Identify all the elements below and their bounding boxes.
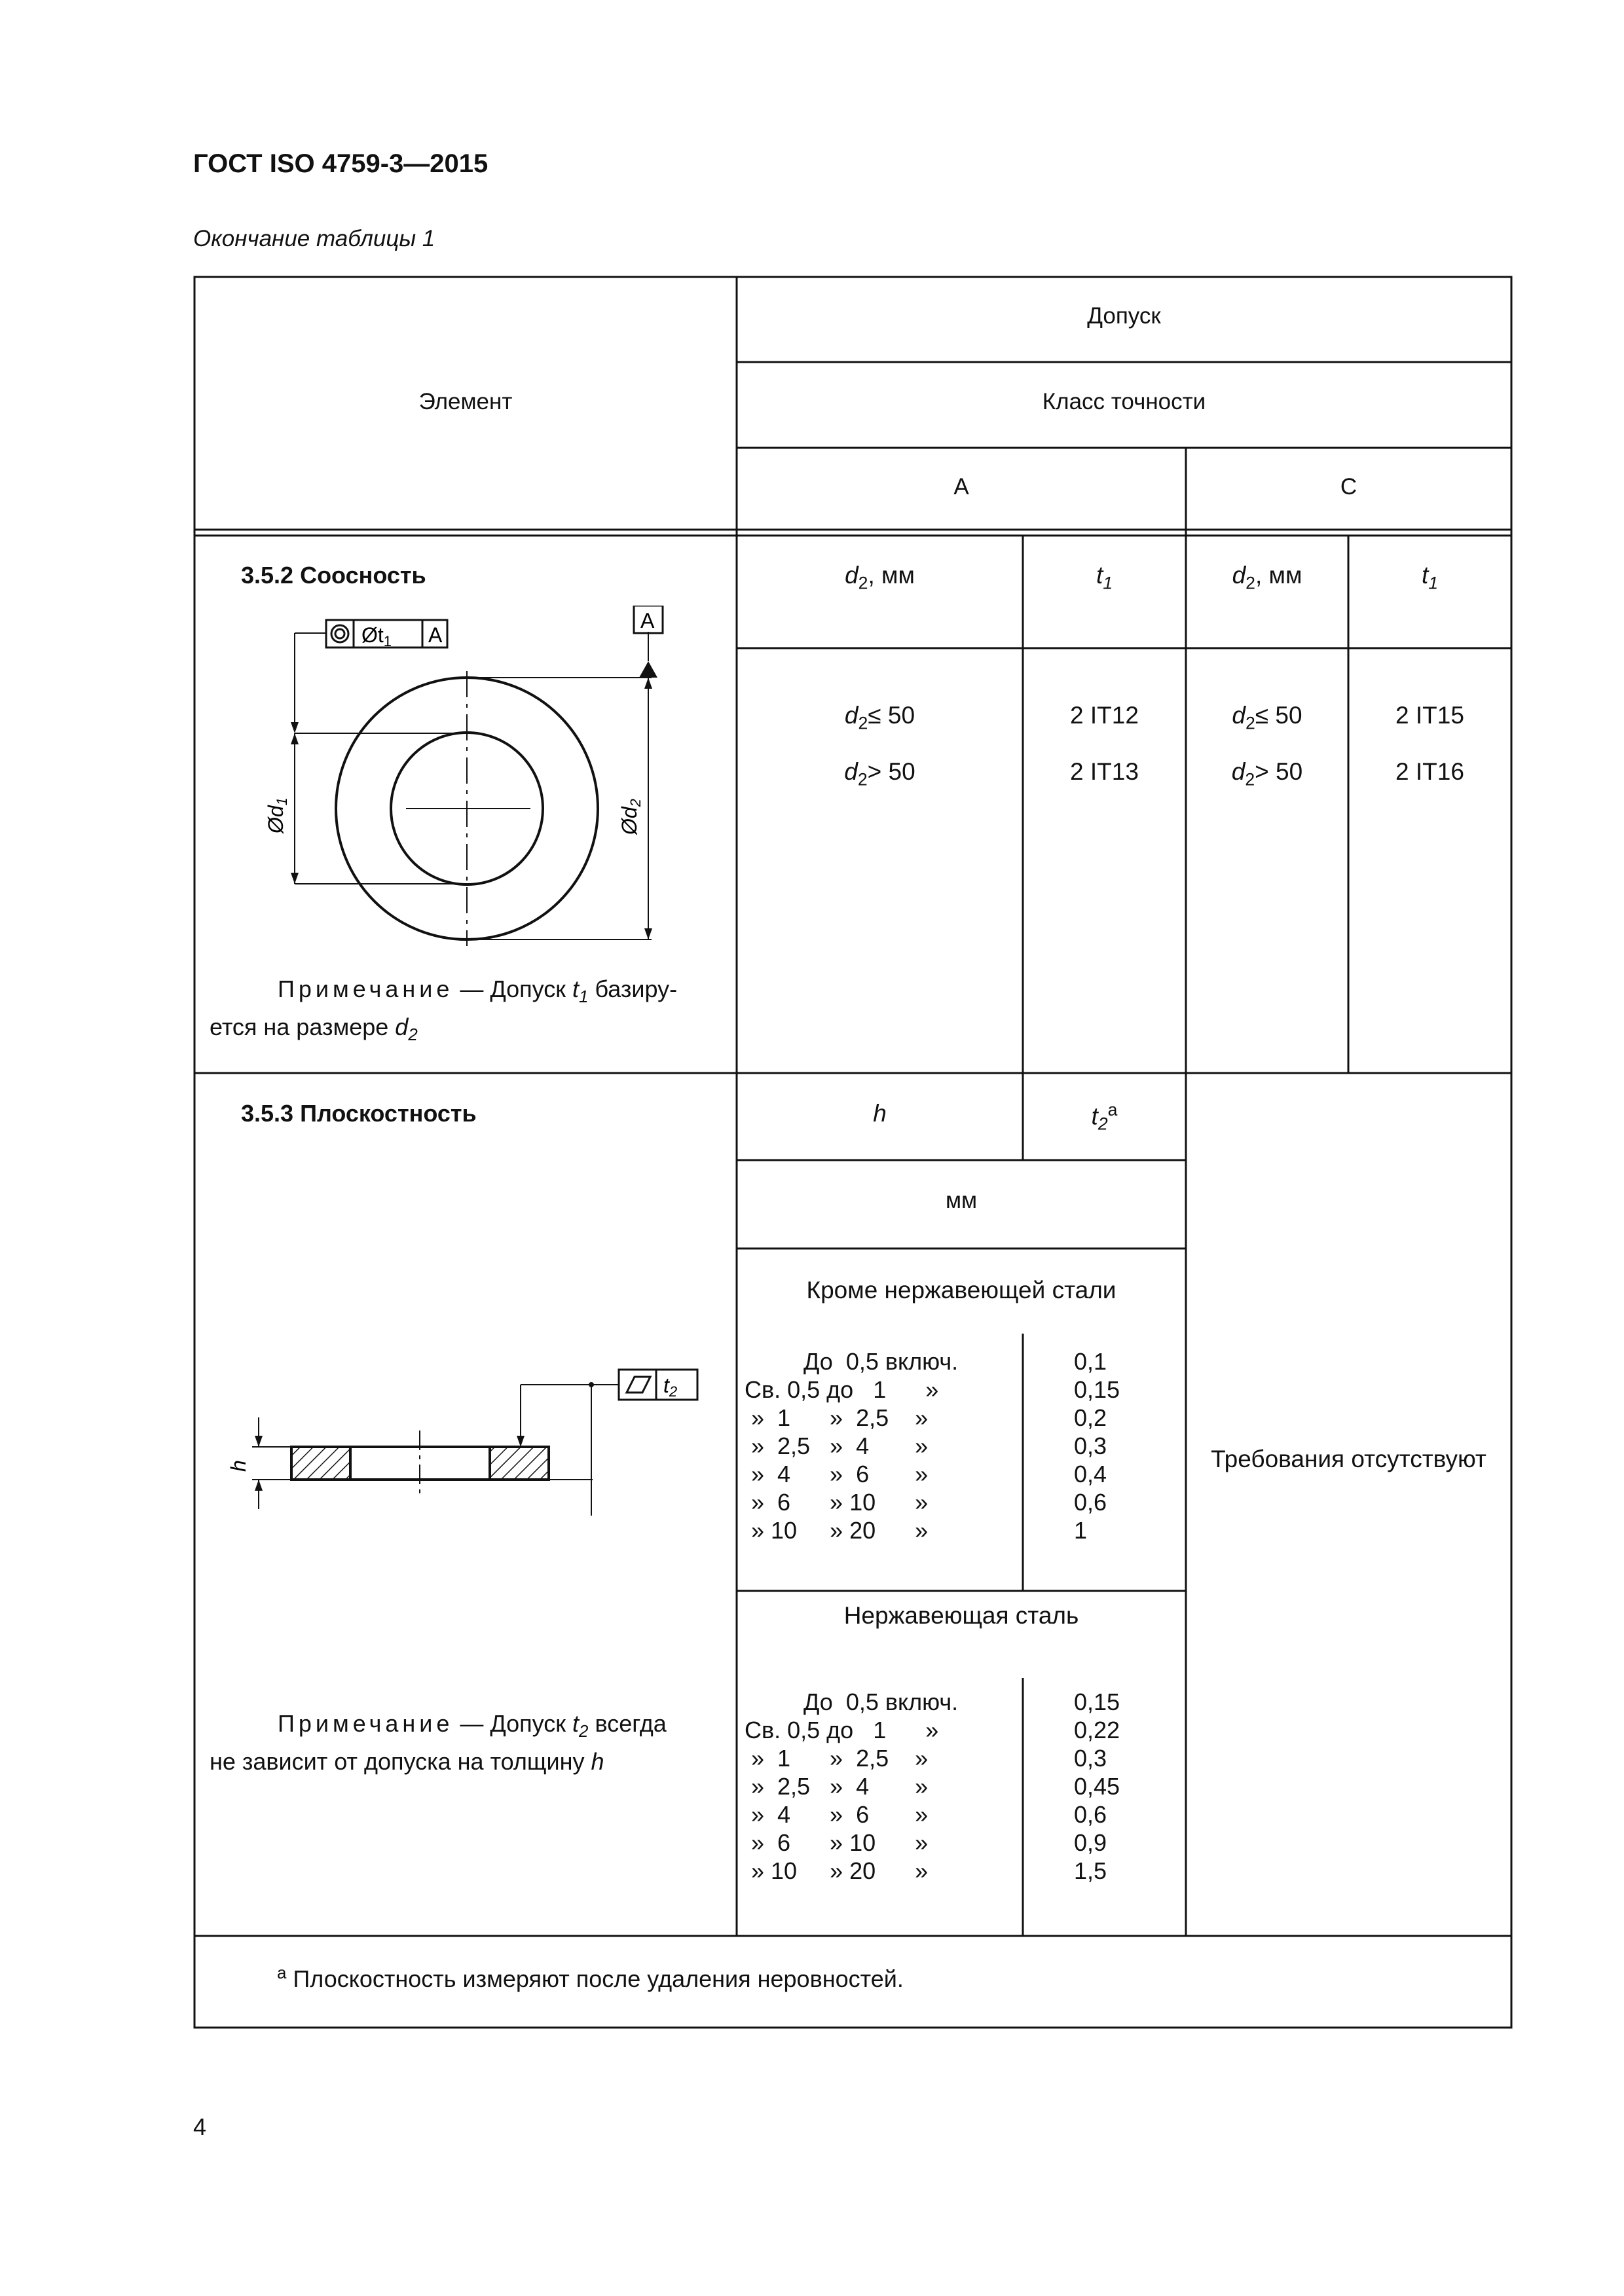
group2-ranges: До 0,5 включ. Св. 0,5 до 1 » » 1 » 2,5 » » 2,5 » 4 » » 4 » 6 » » 6 » 10 » » 10 » 20 » bbox=[745, 1688, 959, 1884]
page-number: 4 bbox=[193, 2113, 207, 2140]
header-tolerance: Допуск bbox=[1087, 303, 1161, 329]
group1-values: 0,1 0,15 0,2 0,3 0,4 0,6 1 bbox=[1074, 1348, 1120, 1544]
header-element: Элемент bbox=[418, 389, 513, 414]
coax-col-d2-c: $d_2$, мм bbox=[1232, 562, 1302, 593]
group2-values: 0,15 0,22 0,3 0,45 0,6 0,9 1,5 bbox=[1074, 1688, 1120, 1884]
header-class-c: C bbox=[1340, 474, 1357, 500]
frame-datum-label: A bbox=[428, 623, 443, 647]
coax-col-t1-a: $t_1$ bbox=[1096, 562, 1113, 593]
coax-value-row2-c: 2 IT16 bbox=[1395, 758, 1464, 785]
flat-col-t2: $t_2^a$ bbox=[1091, 1100, 1118, 1134]
coax-cond-row2-a: $d_2> 50$ bbox=[844, 758, 915, 790]
coax-value-row2-a: 2 IT13 bbox=[1070, 758, 1139, 785]
flat-no-requirements: Требования отсутствуют bbox=[1211, 1446, 1486, 1472]
flatness-drawing bbox=[226, 1365, 710, 1516]
coax-cond-row2-c: $d_2> 50$ bbox=[1231, 758, 1303, 790]
coax-cond-row1-a: $d_2\le 50$ bbox=[844, 702, 915, 733]
group1-title: Кроме нержавеющей стали bbox=[806, 1277, 1116, 1303]
table-footnote: $^a$ Плоскостность измеряют после удаления неровностей. bbox=[277, 1964, 904, 1992]
frame-t2-label: t2 bbox=[663, 1374, 678, 1400]
dim-d1-label: Ød1 bbox=[264, 797, 290, 833]
frame-t1-label: Øt1 bbox=[361, 623, 392, 649]
flat-unit: мм bbox=[945, 1188, 978, 1213]
table-continuation-caption: Окончание таблицы 1 bbox=[193, 226, 435, 251]
dim-h-label: h bbox=[227, 1460, 250, 1472]
coaxiality-drawing bbox=[249, 606, 681, 953]
datum-box-label: A bbox=[640, 609, 655, 632]
flatness-note: Примечание — Допуск $t_2$ всегда не зависит от допуска на толщину h bbox=[210, 1710, 667, 1776]
group2-title: Нержавеющая сталь bbox=[843, 1602, 1079, 1629]
coax-value-row1-c: 2 IT15 bbox=[1395, 702, 1464, 729]
flatness-title: 3.5.3 Плоскостность bbox=[241, 1100, 477, 1127]
header-class-a: A bbox=[953, 474, 969, 500]
coax-cond-row1-c: $d_2\le 50$ bbox=[1232, 702, 1302, 733]
header-accuracy-class: Класс точности bbox=[1042, 389, 1206, 414]
coaxiality-note: Примечание — Допуск $t_1$ базиру- ется на размере $d_2$ bbox=[210, 975, 678, 1045]
document-title: ГОСТ ISO 4759-3—2015 bbox=[193, 149, 489, 178]
dim-d2-label: Ød2 bbox=[618, 799, 644, 835]
coax-col-t1-c: $t_1$ bbox=[1421, 562, 1439, 593]
coax-col-d2-a: $d_2$, мм bbox=[845, 562, 915, 593]
datum-triangle bbox=[639, 661, 657, 678]
coaxiality-title: 3.5.2 Соосность bbox=[241, 562, 426, 589]
group1-ranges: До 0,5 включ. Св. 0,5 до 1 » » 1 » 2,5 » » 2,5 » 4 » » 4 » 6 » » 6 » 10 » » 10 » 20 » bbox=[745, 1348, 959, 1544]
flat-col-h: h bbox=[873, 1100, 887, 1127]
coax-value-row1-a: 2 IT12 bbox=[1070, 702, 1139, 729]
